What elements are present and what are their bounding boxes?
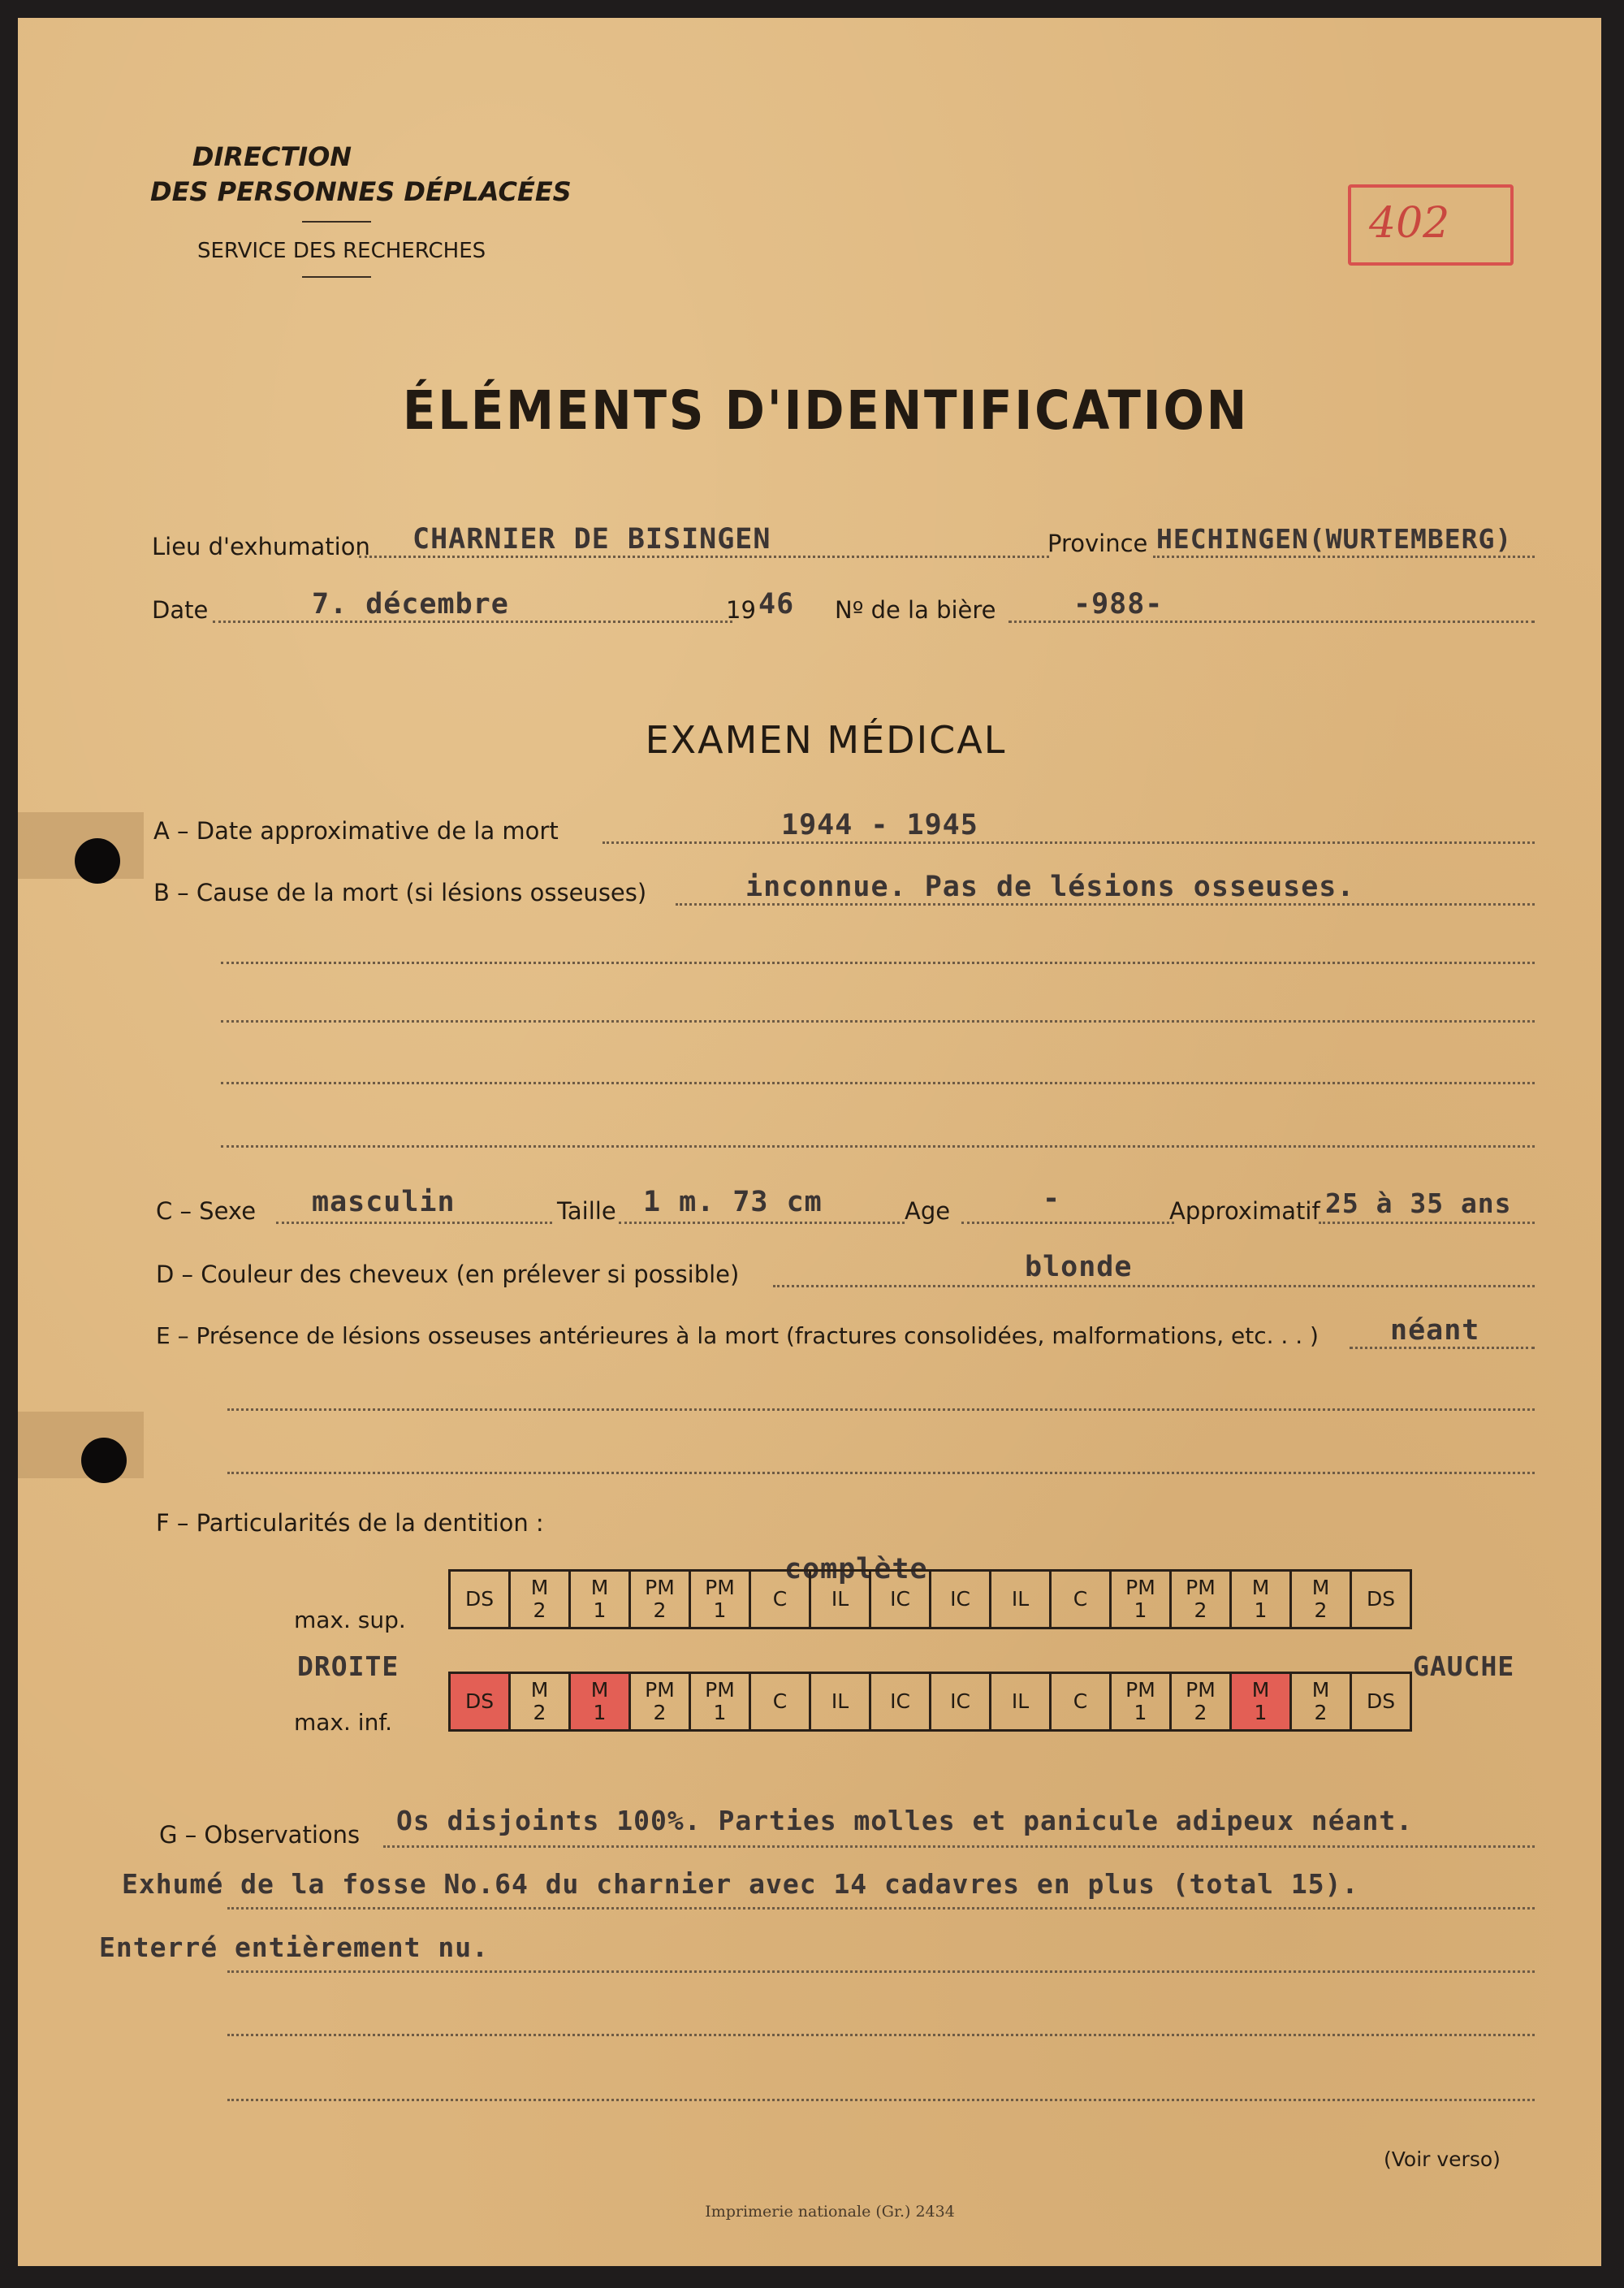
dotted-line: [1153, 556, 1535, 558]
upper-tooth-cell: [1351, 1571, 1411, 1628]
tooth-type: M: [1251, 1576, 1270, 1599]
tooth-type: IC: [950, 1689, 970, 1713]
dotted-line: [676, 903, 1535, 906]
tooth-number: 1: [593, 1598, 607, 1622]
tooth-type: M: [1251, 1678, 1270, 1702]
droite-label: DROITE: [297, 1650, 400, 1682]
province-value: HECHINGEN(WURTEMBERG): [1156, 523, 1513, 555]
tooth-number: 1: [713, 1701, 727, 1724]
dotted-line: [773, 1285, 1535, 1287]
tooth-type: M: [1311, 1576, 1330, 1599]
divider: [302, 221, 371, 223]
upper-tooth-cell: [570, 1571, 630, 1628]
upper-teeth-chart: [448, 1569, 1412, 1629]
page-title: ÉLÉMENTS D'IDENTIFICATION: [402, 379, 1250, 442]
lower-tooth-cell: [1231, 1673, 1291, 1731]
lower-tooth-cell: [1111, 1673, 1171, 1731]
dotted-line: [221, 1145, 1535, 1148]
tooth-type: PM: [1125, 1576, 1155, 1599]
dotted-line: [227, 1970, 1535, 1973]
approx-value: 25 à 35 ans: [1325, 1187, 1512, 1219]
tooth-number: 2: [653, 1598, 667, 1622]
upper-tooth-cell: [1111, 1571, 1171, 1628]
biere-label: Nº de la bière: [835, 596, 996, 624]
taille-label: Taille: [557, 1197, 616, 1225]
tooth-type: IC: [890, 1587, 910, 1611]
tooth-type: IL: [831, 1689, 849, 1713]
lower-tooth-cell: [750, 1673, 810, 1731]
dotted-line: [213, 621, 732, 623]
lower-tooth-cell: [1171, 1673, 1231, 1731]
record-number: 402: [1369, 199, 1450, 248]
dotted-line: [619, 1222, 905, 1224]
tooth-type: M: [590, 1678, 609, 1702]
org-line-1: DIRECTION: [192, 141, 352, 172]
dotted-line: [221, 962, 1535, 964]
dotted-line: [227, 1472, 1535, 1474]
year-value: 46: [758, 588, 795, 621]
dotted-line: [1350, 1347, 1535, 1349]
tooth-type: M: [530, 1576, 549, 1599]
upper-tooth-cell: [630, 1571, 690, 1628]
tooth-number: 1: [1134, 1598, 1147, 1622]
dotted-line: [227, 2099, 1535, 2101]
dotted-line: [961, 1222, 1174, 1224]
tooth-number: 2: [1194, 1701, 1207, 1724]
tooth-type: PM: [705, 1576, 735, 1599]
dotted-line: [221, 1020, 1535, 1023]
upper-tooth-cell: [510, 1571, 570, 1628]
tooth-type: PM: [645, 1678, 675, 1702]
approx-label: Approximatif: [1169, 1197, 1320, 1225]
tooth-type: M: [1311, 1678, 1330, 1702]
lower-tooth-cell: [931, 1673, 991, 1731]
service-name: SERVICE DES RECHERCHES: [197, 239, 486, 263]
upper-tooth-cell: [1231, 1571, 1291, 1628]
tooth-type: C: [1073, 1587, 1088, 1611]
section-e-label: E – Présence de lésions osseuses antérieures à la mort (fractures consolidées, malformations, etc. . . ): [156, 1322, 1319, 1349]
lower-tooth-cell: [1351, 1673, 1411, 1731]
tooth-type: M: [530, 1678, 549, 1702]
section-f-value: complète: [784, 1553, 928, 1585]
tooth-type: DS: [1366, 1689, 1396, 1713]
voir-verso: (Voir verso): [1384, 2147, 1501, 2171]
upper-tooth-cell: [690, 1571, 750, 1628]
tooth-number: 2: [1314, 1598, 1328, 1622]
dotted-line: [1319, 1222, 1535, 1224]
lower-tooth-cell: [630, 1673, 690, 1731]
upper-tooth-cell: [870, 1571, 931, 1628]
lower-tooth-cell: [810, 1673, 870, 1731]
lower-tooth-cell: [1051, 1673, 1111, 1731]
dotted-line: [221, 1082, 1535, 1084]
tooth-type: PM: [1186, 1678, 1216, 1702]
province-label: Province: [1047, 530, 1148, 557]
biere-value: -988-: [1073, 588, 1164, 621]
tooth-type: PM: [1186, 1576, 1216, 1599]
section-d-label: D – Couleur des cheveux (en prélever si possible): [156, 1261, 740, 1288]
observations-line-2: Exhumé de la fosse No.64 du charnier avec 14 cadavres en plus (total 15).: [122, 1868, 1359, 1900]
section-c-label: C – Sexe: [156, 1197, 257, 1225]
tooth-number: 2: [533, 1598, 546, 1622]
tooth-number: 1: [1134, 1701, 1147, 1724]
taille-value: 1 m. 73 cm: [643, 1186, 823, 1218]
year-prefix: 19: [726, 596, 756, 624]
upper-tooth-cell: [750, 1571, 810, 1628]
lower-tooth-cell: [510, 1673, 570, 1731]
date-value: 7. décembre: [312, 588, 509, 621]
form-sheet: [18, 18, 1601, 2266]
lower-tooth-cell: [450, 1673, 510, 1731]
dotted-line: [227, 2034, 1535, 2036]
tooth-number: 2: [653, 1701, 667, 1724]
observations-line-1: Os disjoints 100%. Parties molles et panicule adipeux néant.: [396, 1805, 1414, 1836]
dotted-line: [227, 1907, 1535, 1910]
lieu-label: Lieu d'exhumation: [152, 533, 370, 560]
upper-tooth-cell: [1171, 1571, 1231, 1628]
section-a-value: 1944 - 1945: [781, 809, 978, 841]
tooth-type: IC: [890, 1689, 910, 1713]
upper-tooth-cell: [1051, 1571, 1111, 1628]
tooth-type: C: [772, 1587, 788, 1611]
lower-tooth-cell: [570, 1673, 630, 1731]
lower-teeth-chart: [448, 1672, 1412, 1732]
upper-tooth-cell: [450, 1571, 510, 1628]
divider: [302, 276, 371, 278]
max-sup-label: max. sup.: [294, 1607, 406, 1633]
age-value: -: [1043, 1183, 1061, 1215]
tooth-number: 1: [713, 1598, 727, 1622]
age-label: Age: [905, 1197, 951, 1225]
date-label: Date: [152, 596, 209, 624]
dotted-line: [603, 841, 1535, 844]
tooth-number: 1: [1254, 1598, 1268, 1622]
section-a-label: A – Date approximative de la mort: [153, 817, 559, 845]
tooth-type: DS: [1366, 1587, 1396, 1611]
tooth-type: M: [590, 1576, 609, 1599]
upper-tooth-cell: [810, 1571, 870, 1628]
tooth-type: PM: [645, 1576, 675, 1599]
tooth-type: DS: [464, 1587, 495, 1611]
lower-tooth-cell: [991, 1673, 1051, 1731]
dotted-line: [1009, 621, 1535, 623]
lieu-value: CHARNIER DE BISINGEN: [412, 523, 771, 556]
sexe-value: masculin: [312, 1186, 456, 1218]
tooth-type: IL: [831, 1587, 849, 1611]
lower-tooth-cell: [870, 1673, 931, 1731]
dotted-line: [359, 556, 1049, 558]
dotted-line: [383, 1845, 1535, 1848]
tooth-number: 2: [1314, 1701, 1328, 1724]
section-e-value: néant: [1390, 1314, 1480, 1347]
punch-hole: [81, 1438, 127, 1483]
section-d-value: blonde: [1025, 1251, 1133, 1283]
printer-mark: Imprimerie nationale (Gr.) 2434: [705, 2203, 955, 2221]
max-inf-label: max. inf.: [294, 1709, 393, 1736]
exam-title: EXAMEN MÉDICAL: [645, 718, 1007, 762]
lower-tooth-cell: [1291, 1673, 1351, 1731]
tooth-number: 2: [533, 1701, 546, 1724]
lower-tooth-cell: [690, 1673, 750, 1731]
org-line-2: DES PERSONNES DÉPLACÉES: [150, 176, 572, 207]
tooth-type: PM: [705, 1678, 735, 1702]
tooth-type: C: [772, 1689, 788, 1713]
tooth-type: DS: [464, 1689, 495, 1713]
tooth-type: IL: [1011, 1587, 1030, 1611]
dotted-line: [227, 1408, 1535, 1411]
observations-line-3: Enterré entièrement nu.: [99, 1931, 489, 1963]
section-g-label: G – Observations: [159, 1821, 361, 1849]
tooth-type: IL: [1011, 1689, 1030, 1713]
tooth-number: 1: [1254, 1701, 1268, 1724]
upper-tooth-cell: [991, 1571, 1051, 1628]
tooth-number: 1: [593, 1701, 607, 1724]
tooth-type: C: [1073, 1689, 1088, 1713]
dotted-line: [276, 1222, 552, 1224]
tooth-number: 2: [1194, 1598, 1207, 1622]
punch-hole: [75, 838, 120, 884]
upper-tooth-cell: [1291, 1571, 1351, 1628]
upper-tooth-cell: [931, 1571, 991, 1628]
section-b-label: B – Cause de la mort (si lésions osseuses): [153, 879, 647, 906]
record-number-stamp: [1348, 184, 1514, 266]
tooth-type: PM: [1125, 1678, 1155, 1702]
section-b-value: inconnue. Pas de lésions osseuses.: [745, 871, 1355, 903]
tooth-type: IC: [950, 1587, 970, 1611]
gauche-label: GAUCHE: [1413, 1650, 1515, 1682]
section-f-label: F – Particularités de la dentition :: [156, 1509, 544, 1537]
